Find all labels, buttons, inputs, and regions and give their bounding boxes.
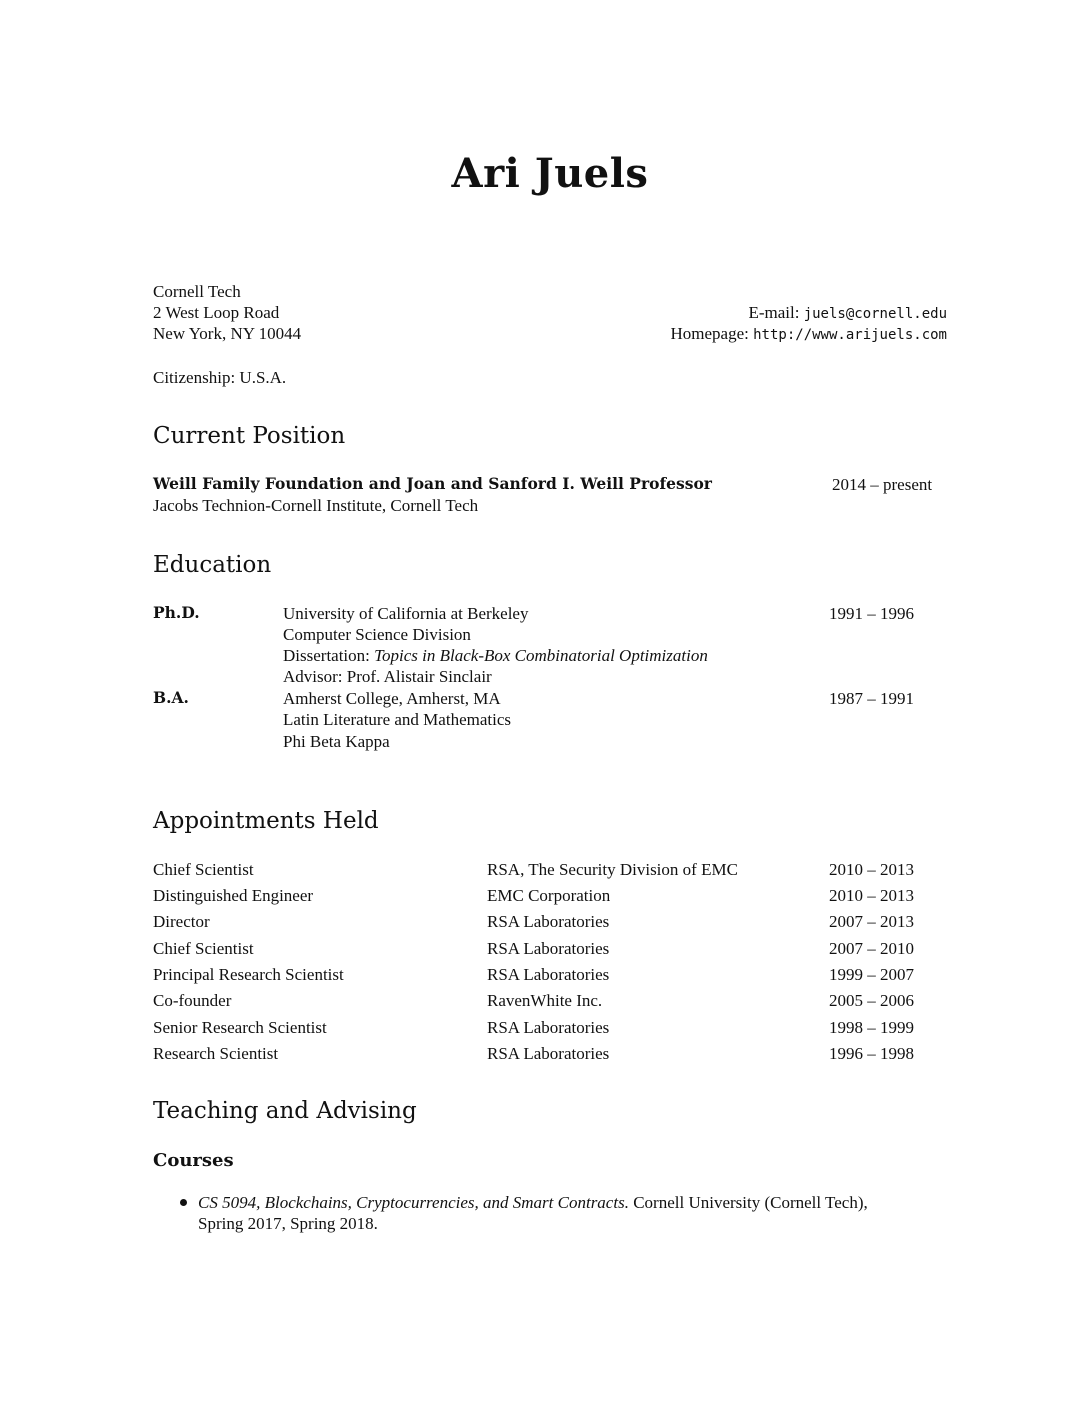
appointment-dates: 2010 – 2013 <box>829 860 914 879</box>
appointment-dates: 1996 – 1998 <box>829 1044 914 1063</box>
address-line-3: New York, NY 10044 <box>153 324 302 343</box>
appointment-org: RSA Laboratories <box>487 939 610 958</box>
appointment-org: RSA, The Security Division of EMC <box>487 860 738 879</box>
section-title-teaching: Teaching and Advising <box>153 1098 417 1124</box>
dissertation-title: Topics in Black-Box Combinatorial Optimization <box>374 646 708 665</box>
ba-line-1: Amherst College, Amherst, MA <box>283 689 501 708</box>
section-title-education: Education <box>153 552 272 578</box>
current-role: Weill Family Foundation and Joan and Sanford I. Weill Professor <box>153 474 712 493</box>
phd-dissertation <box>283 645 708 666</box>
citizenship: Citizenship: U.S.A. <box>153 368 287 387</box>
appointment-dates: 2007 – 2013 <box>829 912 914 931</box>
appointment-dates: 2007 – 2010 <box>829 939 914 958</box>
phd-dates: 1991 – 1996 <box>829 604 914 623</box>
phd-line-2: Computer Science Division <box>283 625 471 644</box>
appointment-role: Distinguished Engineer <box>153 886 314 905</box>
ba-line-3: Phi Beta Kappa <box>283 732 390 751</box>
bullet-icon <box>180 1199 187 1206</box>
appointment-org: RavenWhite Inc. <box>487 991 603 1010</box>
address-line-2: 2 West Loop Road <box>153 303 280 322</box>
appointment-role: Research Scientist <box>153 1044 279 1063</box>
appointment-dates: 2010 – 2013 <box>829 886 914 905</box>
appointment-role: Co-founder <box>153 991 232 1010</box>
current-dates: 2014 – present <box>832 475 933 494</box>
degree-phd: Ph.D. <box>153 603 200 622</box>
homepage-row <box>671 323 947 346</box>
course-line-2: Spring 2017, Spring 2018. <box>198 1214 378 1233</box>
course-line-1 <box>198 1192 868 1213</box>
phd-line-1: University of California at Berkeley <box>283 604 529 623</box>
appointment-dates: 1999 – 2007 <box>829 965 914 984</box>
section-title-appointments: Appointments Held <box>153 808 379 834</box>
appointment-dates: 2005 – 2006 <box>829 991 914 1010</box>
email-label: E-mail: <box>748 303 800 322</box>
current-institution: Jacobs Technion-Cornell Institute, Cornell Tech <box>153 496 479 515</box>
homepage-label: Homepage: <box>670 324 749 343</box>
address-line-1: Cornell Tech <box>153 282 241 301</box>
appointment-role: Chief Scientist <box>153 939 254 958</box>
email-link[interactable]: juels@cornell.edu <box>803 306 947 322</box>
ba-dates: 1987 – 1991 <box>829 689 914 708</box>
appointment-org: EMC Corporation <box>487 886 611 905</box>
ba-line-2: Latin Literature and Mathematics <box>283 710 511 729</box>
appointment-role: Chief Scientist <box>153 860 254 879</box>
homepage-link[interactable]: http://www.arijuels.com <box>753 327 947 343</box>
appointment-org: RSA Laboratories <box>487 1018 610 1037</box>
phd-advisor: Advisor: Prof. Alistair Sinclair <box>283 667 492 686</box>
course-details: Cornell University (Cornell Tech), <box>633 1193 868 1212</box>
course-title: CS 5094, Blockchains, Cryptocurrencies, and Smart Contracts. <box>198 1193 629 1212</box>
appointment-dates: 1998 – 1999 <box>829 1018 914 1037</box>
appointment-role: Senior Research Scientist <box>153 1018 327 1037</box>
cv-name: Ari Juels <box>451 150 649 197</box>
appointment-org: RSA Laboratories <box>487 1044 610 1063</box>
appointment-role: Principal Research Scientist <box>153 965 344 984</box>
dissertation-label: Dissertation: <box>283 646 370 665</box>
appointment-org: RSA Laboratories <box>487 912 610 931</box>
subsection-title-courses: Courses <box>153 1150 234 1171</box>
appointment-role: Director <box>153 912 210 931</box>
degree-ba: B.A. <box>153 688 189 707</box>
appointment-org: RSA Laboratories <box>487 965 610 984</box>
section-title-current-position: Current Position <box>153 423 346 449</box>
email-row <box>748 302 947 325</box>
